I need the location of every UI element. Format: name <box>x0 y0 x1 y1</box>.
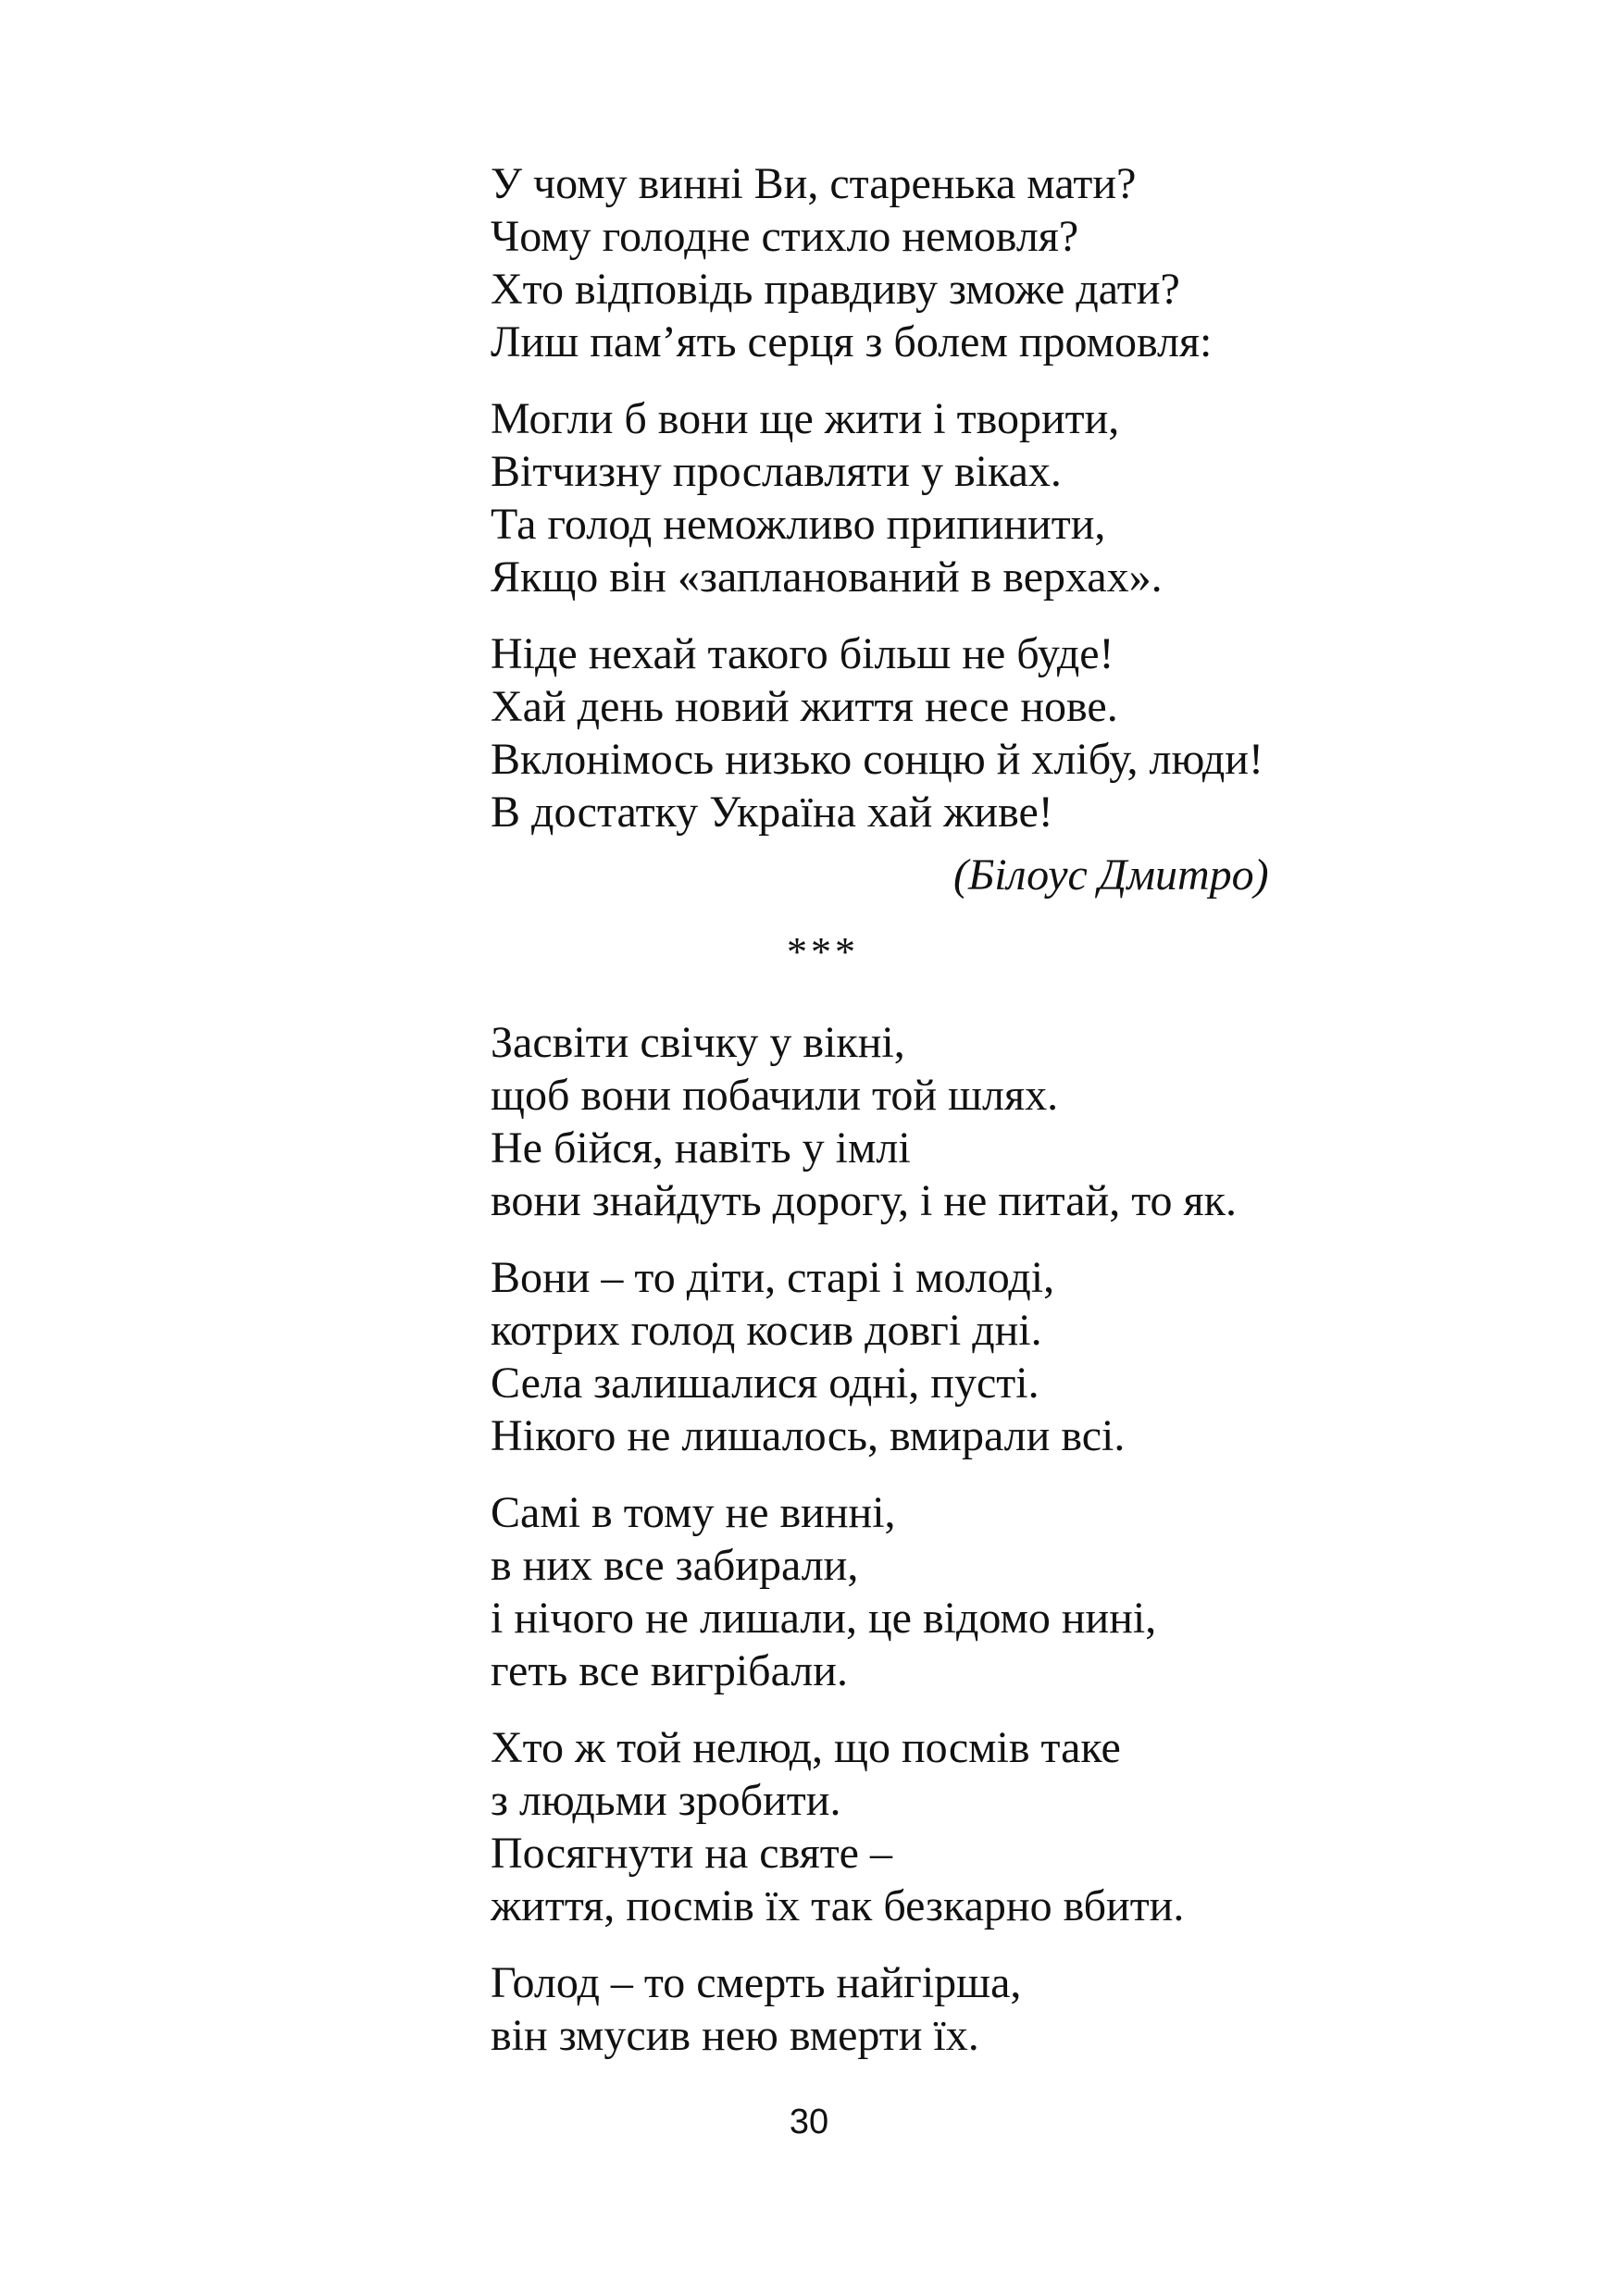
poem-line: Лиш пам’ять серця з болем промовля: <box>491 317 1213 366</box>
poem-2-stanza-4 <box>491 1721 1416 1932</box>
poem-line: з людьми зробити. <box>491 1776 841 1825</box>
poem-line: Самі в тому не винні, <box>491 1488 896 1537</box>
poem-line: Якщо він «запланований в верхах». <box>491 552 1163 602</box>
poem-line: Та голод неможливо припинити, <box>491 500 1106 549</box>
poem-line: Хай день новий життя несе нове. <box>491 682 1118 731</box>
poem-line: котрих голод косив довгі дні. <box>491 1306 1042 1355</box>
page-number: 30 <box>789 2103 829 2141</box>
poem-1-stanza-1 <box>491 157 1416 368</box>
poem-line: Не бійся, навіть у імлі <box>491 1123 911 1173</box>
poem-1 <box>491 157 1416 838</box>
poem-line: У чому винні Ви, старенька мати? <box>491 159 1137 208</box>
poem-line: Засвіти свічку у вікні, <box>491 1018 905 1067</box>
poem-line: Вклонімось низько сонцю й хлібу, люди! <box>491 735 1263 784</box>
poem-line: Вони – то діти, старі і молоді, <box>491 1253 1055 1302</box>
poem-line: життя, посмів їх так безкарно вбити. <box>491 1881 1185 1930</box>
poem-line: і нічого не лишали, це відомо нині, <box>491 1594 1157 1643</box>
poem-line: Ніде нехай такого більш не буде! <box>491 629 1114 678</box>
poem-line: вони знайдуть дорогу, і не питай, то як. <box>491 1176 1237 1225</box>
poem-2-stanza-1 <box>491 1016 1416 1227</box>
poem-1-stanza-3 <box>491 627 1416 838</box>
poem-line: Могли б вони ще жити і творити, <box>491 394 1120 443</box>
poem-line: Чому голодне стихло немовля? <box>491 212 1079 261</box>
poem-line: Вітчизну прославляти у віках. <box>491 447 1062 496</box>
poem-1-stanza-2 <box>491 392 1416 603</box>
poem-line: Нікого не лишалось, вмирали всі. <box>491 1411 1126 1460</box>
poem-line: В достатку Україна хай живе! <box>491 788 1053 837</box>
poem-2-stanza-3 <box>491 1486 1416 1697</box>
section-separator: *** <box>787 929 859 974</box>
poem-line: Голод – то смерть найгірша, <box>491 1958 1022 2007</box>
poem-line: Посягнути на святе – <box>491 1829 892 1878</box>
poem-2-stanza-2 <box>491 1251 1416 1462</box>
poem-line: геть все вигрібали. <box>491 1646 848 1695</box>
poem-2-stanza-5 <box>491 1956 1416 2062</box>
poem-line: Села залишалися одні, пусті. <box>491 1359 1039 1408</box>
poem-line: щоб вони побачили той шлях. <box>491 1071 1059 1120</box>
poem-2 <box>491 1016 1416 2062</box>
poem-line: в них все забирали, <box>491 1541 859 1590</box>
poem-line: Хто ж той нелюд, що посмів таке <box>491 1723 1121 1772</box>
poem-author: (Білоус Дмитро) <box>953 850 1269 900</box>
poem-line: Хто відповідь правдиву зможе дати? <box>491 265 1180 314</box>
poem-line: він змусив нею вмерти їх. <box>491 2011 979 2060</box>
